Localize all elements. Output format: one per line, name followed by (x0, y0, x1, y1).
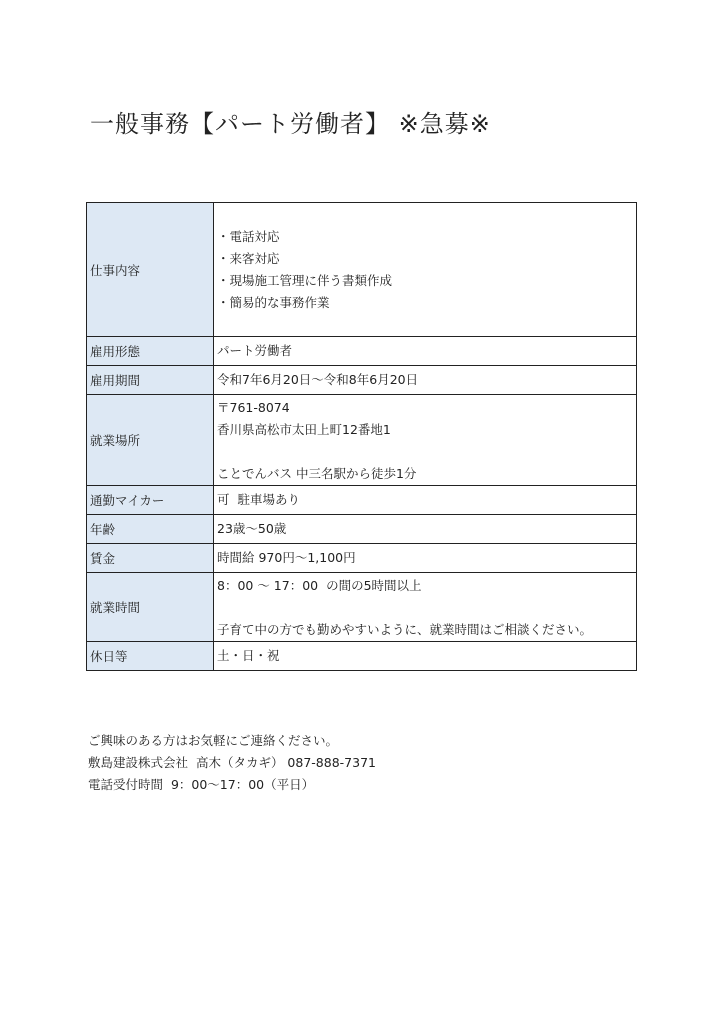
table-row-car-commute (87, 486, 637, 515)
page-title: 一般事務【パート労働者】 ※急募※ (90, 110, 491, 138)
workplace-label: 就業場所 (87, 395, 214, 486)
employment-type-label: 雇用形態 (87, 337, 214, 366)
contact-invitation: ご興味のある方はお気軽にご連絡ください。 (88, 733, 339, 748)
table-row-age (87, 515, 637, 544)
employment-type-value: パート労働者 (214, 337, 637, 366)
employment-period-value: 令和7年6月20日～令和8年6月20日 (214, 366, 637, 395)
contact-info (88, 730, 376, 796)
table-row-workplace (87, 395, 637, 486)
car-commute-value: 可 駐車場あり (214, 486, 637, 515)
car-commute-label: 通勤マイカー (87, 486, 214, 515)
workplace-postal-code: 〒761-8074 (217, 400, 290, 415)
contact-company-phone: 敷島建設株式会社 高木（タカギ） 087-888-7371 (88, 755, 376, 770)
employment-period-label: 雇用期間 (87, 366, 214, 395)
wage-value: 時間給 970円～1,100円 (214, 544, 637, 573)
workplace-value (214, 395, 637, 486)
table-row-employment-period (87, 366, 637, 395)
contact-reception-hours: 電話受付時間 9：00～17：00（平日） (88, 777, 315, 792)
hours-note: 子育て中の方でも勤めやすいように、就業時間はご相談ください。 (217, 622, 593, 637)
hours-label: 就業時間 (87, 573, 214, 642)
age-value: 23歳～50歳 (214, 515, 637, 544)
duty-item: ・来客対応 (217, 250, 280, 266)
duties-value (214, 203, 637, 337)
table-row-employment-type (87, 337, 637, 366)
age-label: 年齢 (87, 515, 214, 544)
table-row-hours (87, 573, 637, 642)
holidays-value: 土・日・祝 (214, 642, 637, 671)
workplace-access: ことでんバス 中三名駅から徒歩1分 (217, 466, 417, 481)
hours-value (214, 573, 637, 642)
duty-item: ・電話対応 (217, 228, 280, 244)
hours-range: 8：00 ～ 17：00 の間の5時間以上 (217, 578, 422, 593)
duties-label: 仕事内容 (87, 203, 214, 337)
table-row-duties (87, 203, 637, 337)
workplace-address: 香川県高松市太田上町12番地1 (217, 422, 391, 437)
table-row-holidays (87, 642, 637, 671)
holidays-label: 休日等 (87, 642, 214, 671)
table-row-wage (87, 544, 637, 573)
job-details-table (86, 202, 637, 671)
wage-label: 賃金 (87, 544, 214, 573)
duty-item: ・現場施工管理に伴う書類作成 (217, 272, 393, 288)
duty-item: ・簡易的な事務作業 (217, 294, 330, 310)
